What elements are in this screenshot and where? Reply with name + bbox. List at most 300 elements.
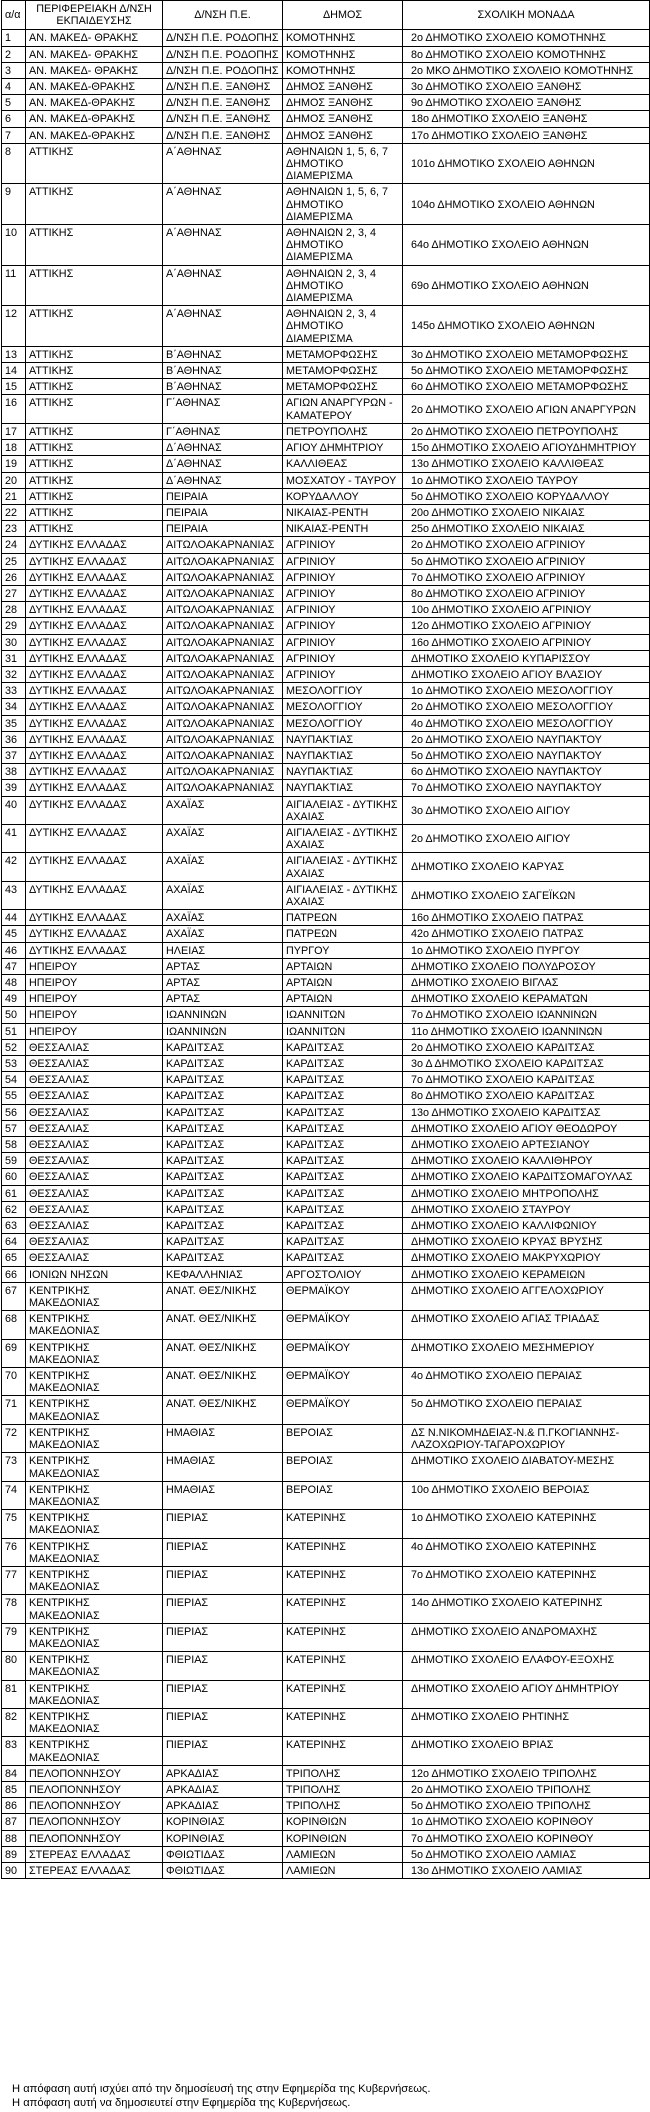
cell-school: ΔΗΜΟΤΙΚΟ ΣΧΟΛΕΙΟ ΑΓΙΟΥ ΘΕΟΔΩΡΟΥ bbox=[403, 1120, 650, 1136]
cell-school: 13ο ΔΗΜΟΤΙΚΟ ΣΧΟΛΕΙΟ ΛΑΜΙΑΣ bbox=[403, 1862, 650, 1878]
cell-aa: 90 bbox=[2, 1862, 26, 1878]
cell-school: 25ο ΔΗΜΟΤΙΚΟ ΣΧΟΛΕΙΟ ΝΙΚΑΙΑΣ bbox=[403, 521, 650, 537]
cell-aa: 89 bbox=[2, 1846, 26, 1862]
cell-region: ΚΕΝΤΡΙΚΗΣ ΜΑΚΕΔΟΝΙΑΣ bbox=[26, 1737, 163, 1765]
cell-school: 7ο ΔΗΜΟΤΙΚΟ ΣΧΟΛΕΙΟ ΑΓΡΙΝΙΟΥ bbox=[403, 569, 650, 585]
cell-aa: 41 bbox=[2, 824, 26, 852]
cell-aa: 14 bbox=[2, 363, 26, 379]
cell-region: ΔΥΤΙΚΗΣ ΕΛΛΑΔΑΣ bbox=[26, 853, 163, 881]
cell-school: 4ο ΔΗΜΟΤΙΚΟ ΣΧΟΛΕΙΟ ΠΕΡΑΙΑΣ bbox=[403, 1368, 650, 1396]
table-row bbox=[2, 1765, 650, 1781]
cell-municipality: ΜΕΤΑΜΟΡΦΩΣΗΣ bbox=[283, 379, 403, 395]
cell-directorate: ΚΑΡΔΙΤΣΑΣ bbox=[163, 1088, 283, 1104]
cell-region: ΑΝ. ΜΑΚΕΔ- ΘΡΑΚΗΣ bbox=[26, 62, 163, 78]
table-row bbox=[2, 1424, 650, 1452]
cell-region: ΗΠΕΙΡΟΥ bbox=[26, 991, 163, 1007]
cell-aa: 73 bbox=[2, 1453, 26, 1481]
cell-directorate: ΑΝΑΤ. ΘΕΣ/ΝΙΚΗΣ bbox=[163, 1339, 283, 1367]
footer-publication-note: Η απόφαση αυτή να δημοσιευτεί στην Εφημερίδα της Κυβερνήσεως. bbox=[12, 2097, 351, 2109]
cell-region: ΔΥΤΙΚΗΣ ΕΛΛΑΔΑΣ bbox=[26, 910, 163, 926]
cell-school: 2ο ΔΗΜΟΤΙΚΟ ΣΧΟΛΕΙΟ ΜΕΣΟΛΟΓΓΙΟΥ bbox=[403, 699, 650, 715]
cell-region: ΘΕΣΣΑΛΙΑΣ bbox=[26, 1201, 163, 1217]
table-row bbox=[2, 780, 650, 796]
cell-municipality: ΚΑΛΛΙΘΕΑΣ bbox=[283, 456, 403, 472]
cell-aa: 86 bbox=[2, 1798, 26, 1814]
cell-school: 5ο ΔΗΜΟΤΙΚΟ ΣΧΟΛΕΙΟ ΠΕΡΑΙΑΣ bbox=[403, 1396, 650, 1424]
cell-directorate: ΗΜΑΘΙΑΣ bbox=[163, 1481, 283, 1509]
table-row bbox=[2, 910, 650, 926]
table-row bbox=[2, 1266, 650, 1282]
table-row bbox=[2, 1781, 650, 1797]
table-row bbox=[2, 1282, 650, 1310]
cell-municipality: ΚΑΤΕΡΙΝΗΣ bbox=[283, 1538, 403, 1566]
cell-region: ΔΥΤΙΚΗΣ ΕΛΛΑΔΑΣ bbox=[26, 747, 163, 763]
cell-directorate: ΦΘΙΩΤΙΔΑΣ bbox=[163, 1862, 283, 1878]
cell-municipality: ΚΑΡΔΙΤΣΑΣ bbox=[283, 1104, 403, 1120]
cell-directorate: ΑΙΤΩΛΟΑΚΑΡΝΑΝΙΑΣ bbox=[163, 553, 283, 569]
cell-aa: 10 bbox=[2, 225, 26, 266]
cell-school: ΔΗΜΟΤΙΚΟ ΣΧΟΛΕΙΟ ΑΓΙΟΥ ΔΗΜΗΤΡΙΟΥ bbox=[403, 1680, 650, 1708]
table-row bbox=[2, 618, 650, 634]
cell-municipality: ΑΘΗΝΑΙΩΝ 2, 3, 4 ΔΗΜΟΤΙΚΟ ΔΙΑΜΕΡΙΣΜΑ bbox=[283, 306, 403, 347]
cell-school: 2ο ΔΗΜΟΤΙΚΟ ΣΧΟΛΕΙΟ ΑΙΓΙΟΥ bbox=[403, 824, 650, 852]
cell-region: ΔΥΤΙΚΗΣ ΕΛΛΑΔΑΣ bbox=[26, 796, 163, 824]
cell-aa: 26 bbox=[2, 569, 26, 585]
cell-aa: 69 bbox=[2, 1339, 26, 1367]
cell-region: ΚΕΝΤΡΙΚΗΣ ΜΑΚΕΔΟΝΙΑΣ bbox=[26, 1538, 163, 1566]
cell-school: 42ο ΔΗΜΟΤΙΚΟ ΣΧΟΛΕΙΟ ΠΑΤΡΑΣ bbox=[403, 926, 650, 942]
cell-municipality: ΑΙΓΙΑΛΕΙΑΣ - ΔΥΤΙΚΗΣ ΑΧΑΙΑΣ bbox=[283, 824, 403, 852]
cell-directorate: ΑΙΤΩΛΟΑΚΑΡΝΑΝΙΑΣ bbox=[163, 650, 283, 666]
cell-directorate: ΑΙΤΩΛΟΑΚΑΡΝΑΝΙΑΣ bbox=[163, 602, 283, 618]
cell-school: ΔΗΜΟΤΙΚΟ ΣΧΟΛΕΙΟ ΑΡΤΕΣΙΑΝΟΥ bbox=[403, 1137, 650, 1153]
table-row bbox=[2, 1104, 650, 1120]
cell-aa: 11 bbox=[2, 265, 26, 306]
schools-table bbox=[1, 0, 650, 1879]
cell-municipality: ΚΑΡΔΙΤΣΑΣ bbox=[283, 1120, 403, 1136]
cell-municipality: ΜΟΣΧΑΤΟΥ - ΤΑΥΡΟΥ bbox=[283, 472, 403, 488]
cell-school: 1ο ΔΗΜΟΤΙΚΟ ΣΧΟΛΕΙΟ ΠΥΡΓΟΥ bbox=[403, 942, 650, 958]
cell-directorate: ΗΜΑΘΙΑΣ bbox=[163, 1453, 283, 1481]
cell-region: ΔΥΤΙΚΗΣ ΕΛΛΑΔΑΣ bbox=[26, 569, 163, 585]
table-row bbox=[2, 395, 650, 423]
cell-municipality: ΑΡΓΟΣΤΟΛΙΟΥ bbox=[283, 1266, 403, 1282]
cell-school: 17ο ΔΗΜΟΤΙΚΟ ΣΧΟΛΕΙΟ ΞΑΝΘΗΣ bbox=[403, 127, 650, 143]
cell-region: ΑΤΤΙΚΗΣ bbox=[26, 265, 163, 306]
cell-aa: 1 bbox=[2, 30, 26, 46]
table-row bbox=[2, 504, 650, 520]
table-row bbox=[2, 715, 650, 731]
cell-aa: 18 bbox=[2, 440, 26, 456]
cell-municipality: ΝΑΥΠΑΚΤΙΑΣ bbox=[283, 731, 403, 747]
cell-aa: 39 bbox=[2, 780, 26, 796]
cell-aa: 6 bbox=[2, 111, 26, 127]
cell-directorate: ΑΙΤΩΛΟΑΚΑΡΝΑΝΙΑΣ bbox=[163, 747, 283, 763]
cell-directorate: ΚΑΡΔΙΤΣΑΣ bbox=[163, 1039, 283, 1055]
table-row bbox=[2, 184, 650, 225]
cell-region: ΔΥΤΙΚΗΣ ΕΛΛΑΔΑΣ bbox=[26, 553, 163, 569]
cell-municipality: ΠΑΤΡΕΩΝ bbox=[283, 926, 403, 942]
cell-municipality: ΚΑΡΔΙΤΣΑΣ bbox=[283, 1072, 403, 1088]
cell-school: ΔΗΜΟΤΙΚΟ ΣΧΟΛΕΙΟ ΒΡΙΑΣ bbox=[403, 1737, 650, 1765]
cell-aa: 4 bbox=[2, 79, 26, 95]
cell-municipality: ΒΕΡΟΙΑΣ bbox=[283, 1481, 403, 1509]
cell-directorate: ΑΧΑΪΑΣ bbox=[163, 796, 283, 824]
cell-region: ΔΥΤΙΚΗΣ ΕΛΛΑΔΑΣ bbox=[26, 683, 163, 699]
cell-school: 13ο ΔΗΜΟΤΙΚΟ ΣΧΟΛΕΙΟ ΚΑΛΛΙΘΕΑΣ bbox=[403, 456, 650, 472]
cell-region: ΔΥΤΙΚΗΣ ΕΛΛΑΔΑΣ bbox=[26, 699, 163, 715]
cell-directorate: Δ΄ΑΘΗΝΑΣ bbox=[163, 456, 283, 472]
cell-directorate: ΑΧΑΪΑΣ bbox=[163, 881, 283, 909]
cell-school: 5ο ΔΗΜΟΤΙΚΟ ΣΧΟΛΕΙΟ ΜΕΤΑΜΟΡΦΩΣΗΣ bbox=[403, 363, 650, 379]
cell-aa: 13 bbox=[2, 346, 26, 362]
cell-school: 6ο ΔΗΜΟΤΙΚΟ ΣΧΟΛΕΙΟ ΝΑΥΠΑΚΤΟΥ bbox=[403, 764, 650, 780]
cell-region: ΑΝ. ΜΑΚΕΔ- ΘΡΑΚΗΣ bbox=[26, 46, 163, 62]
cell-aa: 70 bbox=[2, 1368, 26, 1396]
cell-directorate: ΑΧΑΪΑΣ bbox=[163, 910, 283, 926]
cell-region: ΗΠΕΙΡΟΥ bbox=[26, 1007, 163, 1023]
cell-directorate: ΚΑΡΔΙΤΣΑΣ bbox=[163, 1169, 283, 1185]
table-row bbox=[2, 1538, 650, 1566]
cell-region: ΣΤΕΡΕΑΣ ΕΛΛΑΔΑΣ bbox=[26, 1846, 163, 1862]
table-row bbox=[2, 423, 650, 439]
cell-region: ΔΥΤΙΚΗΣ ΕΛΛΑΔΑΣ bbox=[26, 634, 163, 650]
cell-aa: 43 bbox=[2, 881, 26, 909]
cell-directorate: ΦΘΙΩΤΙΔΑΣ bbox=[163, 1846, 283, 1862]
cell-aa: 62 bbox=[2, 1201, 26, 1217]
table-row bbox=[2, 975, 650, 991]
cell-school: 101ο ΔΗΜΟΤΙΚΟ ΣΧΟΛΕΙΟ ΑΘΗΝΩΝ bbox=[403, 143, 650, 184]
cell-directorate: ΑΙΤΩΛΟΑΚΑΡΝΑΝΙΑΣ bbox=[163, 634, 283, 650]
cell-region: ΘΕΣΣΑΛΙΑΣ bbox=[26, 1088, 163, 1104]
cell-region: ΑΤΤΙΚΗΣ bbox=[26, 379, 163, 395]
cell-directorate: ΚΑΡΔΙΤΣΑΣ bbox=[163, 1104, 283, 1120]
cell-region: ΔΥΤΙΚΗΣ ΕΛΛΑΔΑΣ bbox=[26, 942, 163, 958]
cell-directorate: Α΄ΑΘΗΝΑΣ bbox=[163, 143, 283, 184]
header-directorate: Δ/ΝΣΗ Π.Ε. bbox=[163, 1, 283, 30]
cell-region: ΘΕΣΣΑΛΙΑΣ bbox=[26, 1234, 163, 1250]
cell-directorate: ΚΑΡΔΙΤΣΑΣ bbox=[163, 1185, 283, 1201]
cell-school: 1ο ΔΗΜΟΤΙΚΟ ΣΧΟΛΕΙΟ ΚΑΤΕΡΙΝΗΣ bbox=[403, 1510, 650, 1538]
cell-directorate: Δ/ΝΣΗ Π.Ε. ΞΑΝΘΗΣ bbox=[163, 95, 283, 111]
cell-school: 2ο ΜΚΟ ΔΗΜΟΤΙΚΟ ΣΧΟΛΕΙΟ ΚΟΜΟΤΗΝΗΣ bbox=[403, 62, 650, 78]
cell-directorate: Β΄ΑΘΗΝΑΣ bbox=[163, 379, 283, 395]
table-row bbox=[2, 853, 650, 881]
cell-aa: 52 bbox=[2, 1039, 26, 1055]
cell-region: ΚΕΝΤΡΙΚΗΣ ΜΑΚΕΔΟΝΙΑΣ bbox=[26, 1510, 163, 1538]
cell-municipality: ΚΑΡΔΙΤΣΑΣ bbox=[283, 1250, 403, 1266]
cell-aa: 2 bbox=[2, 46, 26, 62]
table-row bbox=[2, 881, 650, 909]
cell-school: 18ο ΔΗΜΟΤΙΚΟ ΣΧΟΛΕΙΟ ΞΑΝΘΗΣ bbox=[403, 111, 650, 127]
cell-region: ΠΕΛΟΠΟΝΝΗΣΟΥ bbox=[26, 1781, 163, 1797]
cell-region: ΚΕΝΤΡΙΚΗΣ ΜΑΚΕΔΟΝΙΑΣ bbox=[26, 1566, 163, 1594]
cell-municipality: ΘΕΡΜΑΪΚΟΥ bbox=[283, 1368, 403, 1396]
cell-school: 7ο ΔΗΜΟΤΙΚΟ ΣΧΟΛΕΙΟ ΚΑΡΔΙΤΣΑΣ bbox=[403, 1072, 650, 1088]
cell-municipality: ΚΑΤΕΡΙΝΗΣ bbox=[283, 1595, 403, 1623]
cell-region: ΘΕΣΣΑΛΙΑΣ bbox=[26, 1104, 163, 1120]
cell-municipality: ΚΟΜΟΤΗΝΗΣ bbox=[283, 62, 403, 78]
cell-municipality: ΘΕΡΜΑΪΚΟΥ bbox=[283, 1282, 403, 1310]
cell-directorate: ΠΙΕΡΙΑΣ bbox=[163, 1708, 283, 1736]
table-row bbox=[2, 1311, 650, 1339]
table-row bbox=[2, 942, 650, 958]
table-row bbox=[2, 553, 650, 569]
cell-aa: 27 bbox=[2, 585, 26, 601]
table-row bbox=[2, 363, 650, 379]
table-row bbox=[2, 764, 650, 780]
table-row bbox=[2, 1368, 650, 1396]
cell-aa: 20 bbox=[2, 472, 26, 488]
table-row bbox=[2, 1169, 650, 1185]
cell-municipality: ΛΑΜΙΕΩΝ bbox=[283, 1862, 403, 1878]
cell-aa: 71 bbox=[2, 1396, 26, 1424]
cell-municipality: ΚΑΡΔΙΤΣΑΣ bbox=[283, 1056, 403, 1072]
cell-aa: 17 bbox=[2, 423, 26, 439]
cell-school: 1ο ΔΗΜΟΤΙΚΟ ΣΧΟΛΕΙΟ ΤΑΥΡΟΥ bbox=[403, 472, 650, 488]
cell-municipality: ΑΘΗΝΑΙΩΝ 1, 5, 6, 7 ΔΗΜΟΤΙΚΟ ΔΙΑΜΕΡΙΣΜΑ bbox=[283, 143, 403, 184]
table-row bbox=[2, 1120, 650, 1136]
cell-aa: 15 bbox=[2, 379, 26, 395]
cell-aa: 25 bbox=[2, 553, 26, 569]
cell-directorate: ΚΕΦΑΛΛΗΝΙΑΣ bbox=[163, 1266, 283, 1282]
cell-school: ΔΗΜΟΤΙΚΟ ΣΧΟΛΕΙΟ ΑΓΙΟΥ ΒΛΑΣΙΟΥ bbox=[403, 666, 650, 682]
cell-directorate: ΠΙΕΡΙΑΣ bbox=[163, 1680, 283, 1708]
cell-municipality: ΑΙΓΙΑΛΕΙΑΣ - ΔΥΤΙΚΗΣ ΑΧΑΙΑΣ bbox=[283, 796, 403, 824]
cell-municipality: ΑΘΗΝΑΙΩΝ 2, 3, 4 ΔΗΜΟΤΙΚΟ ΔΙΑΜΕΡΙΣΜΑ bbox=[283, 225, 403, 266]
cell-directorate: ΠΙΕΡΙΑΣ bbox=[163, 1623, 283, 1651]
cell-directorate: Γ΄ΑΘΗΝΑΣ bbox=[163, 423, 283, 439]
table-row bbox=[2, 472, 650, 488]
cell-region: ΚΕΝΤΡΙΚΗΣ ΜΑΚΕΔΟΝΙΑΣ bbox=[26, 1652, 163, 1680]
cell-region: ΘΕΣΣΑΛΙΑΣ bbox=[26, 1250, 163, 1266]
cell-directorate: ΑΡΤΑΣ bbox=[163, 958, 283, 974]
cell-directorate: Α΄ΑΘΗΝΑΣ bbox=[163, 265, 283, 306]
cell-region: ΚΕΝΤΡΙΚΗΣ ΜΑΚΕΔΟΝΙΑΣ bbox=[26, 1623, 163, 1651]
cell-aa: 21 bbox=[2, 488, 26, 504]
cell-region: ΘΕΣΣΑΛΙΑΣ bbox=[26, 1218, 163, 1234]
cell-municipality: ΑΘΗΝΑΙΩΝ 1, 5, 6, 7 ΔΗΜΟΤΙΚΟ ΔΙΑΜΕΡΙΣΜΑ bbox=[283, 184, 403, 225]
cell-directorate: Δ/ΝΣΗ Π.Ε. ΡΟΔΟΠΗΣ bbox=[163, 46, 283, 62]
cell-aa: 84 bbox=[2, 1765, 26, 1781]
cell-directorate: ΑΙΤΩΛΟΑΚΑΡΝΑΝΙΑΣ bbox=[163, 731, 283, 747]
cell-aa: 19 bbox=[2, 456, 26, 472]
cell-school: 12ο ΔΗΜΟΤΙΚΟ ΣΧΟΛΕΙΟ ΤΡΙΠΟΛΗΣ bbox=[403, 1765, 650, 1781]
cell-directorate: ΙΩΑΝΝΙΝΩΝ bbox=[163, 1023, 283, 1039]
table-row bbox=[2, 1814, 650, 1830]
cell-municipality: ΔΗΜΟΣ ΞΑΝΘΗΣ bbox=[283, 95, 403, 111]
cell-region: ΑΝ. ΜΑΚΕΔ-ΘΡΑΚΗΣ bbox=[26, 111, 163, 127]
table-row bbox=[2, 666, 650, 682]
cell-directorate: ΠΙΕΡΙΑΣ bbox=[163, 1510, 283, 1538]
cell-aa: 12 bbox=[2, 306, 26, 347]
cell-region: ΚΕΝΤΡΙΚΗΣ ΜΑΚΕΔΟΝΙΑΣ bbox=[26, 1595, 163, 1623]
cell-directorate: ΑΙΤΩΛΟΑΚΑΡΝΑΝΙΑΣ bbox=[163, 537, 283, 553]
cell-aa: 79 bbox=[2, 1623, 26, 1651]
cell-directorate: Α΄ΑΘΗΝΑΣ bbox=[163, 306, 283, 347]
cell-directorate: ΠΕΙΡΑΙΑ bbox=[163, 488, 283, 504]
cell-municipality: ΑΘΗΝΑΙΩΝ 2, 3, 4 ΔΗΜΟΤΙΚΟ ΔΙΑΜΕΡΙΣΜΑ bbox=[283, 265, 403, 306]
cell-school: 16ο ΔΗΜΟΤΙΚΟ ΣΧΟΛΕΙΟ ΑΓΡΙΝΙΟΥ bbox=[403, 634, 650, 650]
table-row bbox=[2, 521, 650, 537]
cell-school: 64ο ΔΗΜΟΤΙΚΟ ΣΧΟΛΕΙΟ ΑΘΗΝΩΝ bbox=[403, 225, 650, 266]
cell-region: ΔΥΤΙΚΗΣ ΕΛΛΑΔΑΣ bbox=[26, 650, 163, 666]
table-row bbox=[2, 143, 650, 184]
cell-directorate: ΑΝΑΤ. ΘΕΣ/ΝΙΚΗΣ bbox=[163, 1282, 283, 1310]
table-row bbox=[2, 95, 650, 111]
cell-region: ΑΤΤΙΚΗΣ bbox=[26, 346, 163, 362]
table-row bbox=[2, 440, 650, 456]
table-row bbox=[2, 379, 650, 395]
table-row bbox=[2, 46, 650, 62]
cell-region: ΠΕΛΟΠΟΝΝΗΣΟΥ bbox=[26, 1798, 163, 1814]
cell-aa: 85 bbox=[2, 1781, 26, 1797]
cell-region: ΔΥΤΙΚΗΣ ΕΛΛΑΔΑΣ bbox=[26, 715, 163, 731]
cell-school: 3ο ΔΗΜΟΤΙΚΟ ΣΧΟΛΕΙΟ ΜΕΤΑΜΟΡΦΩΣΗΣ bbox=[403, 346, 650, 362]
table-row bbox=[2, 1250, 650, 1266]
cell-municipality: ΤΡΙΠΟΛΗΣ bbox=[283, 1765, 403, 1781]
cell-aa: 35 bbox=[2, 715, 26, 731]
table-row bbox=[2, 1153, 650, 1169]
cell-directorate: ΚΑΡΔΙΤΣΑΣ bbox=[163, 1218, 283, 1234]
cell-region: ΚΕΝΤΡΙΚΗΣ ΜΑΚΕΔΟΝΙΑΣ bbox=[26, 1282, 163, 1310]
table-row bbox=[2, 1218, 650, 1234]
cell-school: 7ο ΔΗΜΟΤΙΚΟ ΣΧΟΛΕΙΟ ΚΟΡΙΝΘΟΥ bbox=[403, 1830, 650, 1846]
table-row bbox=[2, 1056, 650, 1072]
cell-directorate: ΑΝΑΤ. ΘΕΣ/ΝΙΚΗΣ bbox=[163, 1396, 283, 1424]
cell-directorate: Δ΄ΑΘΗΝΑΣ bbox=[163, 472, 283, 488]
cell-region: ΘΕΣΣΑΛΙΑΣ bbox=[26, 1137, 163, 1153]
cell-region: ΑΤΤΙΚΗΣ bbox=[26, 423, 163, 439]
table-row bbox=[2, 1510, 650, 1538]
cell-directorate: ΑΙΤΩΛΟΑΚΑΡΝΑΝΙΑΣ bbox=[163, 764, 283, 780]
cell-school: 8ο ΔΗΜΟΤΙΚΟ ΣΧΟΛΕΙΟ ΑΓΡΙΝΙΟΥ bbox=[403, 585, 650, 601]
cell-region: ΚΕΝΤΡΙΚΗΣ ΜΑΚΕΔΟΝΙΑΣ bbox=[26, 1339, 163, 1367]
table-row bbox=[2, 1481, 650, 1509]
table-row bbox=[2, 569, 650, 585]
cell-school: 3ο Δ ΔΗΜΟΤΙΚΟ ΣΧΟΛΕΙΟ ΚΑΡΔΙΤΣΑΣ bbox=[403, 1056, 650, 1072]
cell-municipality: ΑΓΙΟΥ ΔΗΜΗΤΡΙΟΥ bbox=[283, 440, 403, 456]
cell-school: ΔΗΜΟΤΙΚΟ ΣΧΟΛΕΙΟ ΚΑΛΛΙΦΩΝΙΟΥ bbox=[403, 1218, 650, 1234]
cell-region: ΚΕΝΤΡΙΚΗΣ ΜΑΚΕΔΟΝΙΑΣ bbox=[26, 1396, 163, 1424]
cell-region: ΚΕΝΤΡΙΚΗΣ ΜΑΚΕΔΟΝΙΑΣ bbox=[26, 1680, 163, 1708]
cell-aa: 57 bbox=[2, 1120, 26, 1136]
cell-municipality: ΠΑΤΡΕΩΝ bbox=[283, 910, 403, 926]
cell-directorate: Α΄ΑΘΗΝΑΣ bbox=[163, 184, 283, 225]
cell-directorate: Δ/ΝΣΗ Π.Ε. ΞΑΝΘΗΣ bbox=[163, 127, 283, 143]
cell-school: 14ο ΔΗΜΟΤΙΚΟ ΣΧΟΛΕΙΟ ΚΑΤΕΡΙΝΗΣ bbox=[403, 1595, 650, 1623]
cell-municipality: ΘΕΡΜΑΪΚΟΥ bbox=[283, 1311, 403, 1339]
cell-school: ΔΗΜΟΤΙΚΟ ΣΧΟΛΕΙΟ ΒΙΓΛΑΣ bbox=[403, 975, 650, 991]
cell-school: 10ο ΔΗΜΟΤΙΚΟ ΣΧΟΛΕΙΟ ΒΕΡΟΙΑΣ bbox=[403, 1481, 650, 1509]
cell-municipality: ΚΑΡΔΙΤΣΑΣ bbox=[283, 1169, 403, 1185]
cell-directorate: ΑΙΤΩΛΟΑΚΑΡΝΑΝΙΑΣ bbox=[163, 569, 283, 585]
table-row bbox=[2, 1023, 650, 1039]
cell-directorate: ΚΑΡΔΙΤΣΑΣ bbox=[163, 1120, 283, 1136]
cell-directorate: ΗΜΑΘΙΑΣ bbox=[163, 1424, 283, 1452]
cell-region: ΔΥΤΙΚΗΣ ΕΛΛΑΔΑΣ bbox=[26, 666, 163, 682]
cell-aa: 65 bbox=[2, 1250, 26, 1266]
cell-school: 2ο ΔΗΜΟΤΙΚΟ ΣΧΟΛΕΙΟ ΝΑΥΠΑΚΤΟΥ bbox=[403, 731, 650, 747]
cell-region: ΑΤΤΙΚΗΣ bbox=[26, 440, 163, 456]
cell-directorate: ΠΕΙΡΑΙΑ bbox=[163, 521, 283, 537]
cell-municipality: ΚΑΤΕΡΙΝΗΣ bbox=[283, 1737, 403, 1765]
table-row bbox=[2, 683, 650, 699]
cell-directorate: ΑΝΑΤ. ΘΕΣ/ΝΙΚΗΣ bbox=[163, 1311, 283, 1339]
cell-region: ΔΥΤΙΚΗΣ ΕΛΛΑΔΑΣ bbox=[26, 585, 163, 601]
cell-municipality: ΑΓΡΙΝΙΟΥ bbox=[283, 602, 403, 618]
cell-municipality: ΤΡΙΠΟΛΗΣ bbox=[283, 1798, 403, 1814]
cell-directorate: ΚΑΡΔΙΤΣΑΣ bbox=[163, 1137, 283, 1153]
cell-aa: 29 bbox=[2, 618, 26, 634]
header-school: ΣΧΟΛΙΚΗ ΜΟΝΑΔΑ bbox=[403, 1, 650, 30]
table-row bbox=[2, 1039, 650, 1055]
cell-region: ΔΥΤΙΚΗΣ ΕΛΛΑΔΑΣ bbox=[26, 926, 163, 942]
cell-municipality: ΘΕΡΜΑΪΚΟΥ bbox=[283, 1396, 403, 1424]
cell-directorate: ΚΑΡΔΙΤΣΑΣ bbox=[163, 1072, 283, 1088]
table-row bbox=[2, 1566, 650, 1594]
cell-region: ΔΥΤΙΚΗΣ ΕΛΛΑΔΑΣ bbox=[26, 537, 163, 553]
cell-municipality: ΜΕΤΑΜΟΡΦΩΣΗΣ bbox=[283, 346, 403, 362]
cell-directorate: ΑΡΤΑΣ bbox=[163, 975, 283, 991]
cell-school: 69ο ΔΗΜΟΤΙΚΟ ΣΧΟΛΕΙΟ ΑΘΗΝΩΝ bbox=[403, 265, 650, 306]
cell-aa: 32 bbox=[2, 666, 26, 682]
cell-school: ΔΗΜΟΤΙΚΟ ΣΧΟΛΕΙΟ ΜΗΤΡΟΠΟΛΗΣ bbox=[403, 1185, 650, 1201]
cell-municipality: ΔΗΜΟΣ ΞΑΝΘΗΣ bbox=[283, 127, 403, 143]
cell-directorate: ΚΑΡΔΙΤΣΑΣ bbox=[163, 1234, 283, 1250]
cell-aa: 78 bbox=[2, 1595, 26, 1623]
cell-municipality: ΑΓΡΙΝΙΟΥ bbox=[283, 618, 403, 634]
cell-directorate: Δ/ΝΣΗ Π.Ε. ΞΑΝΘΗΣ bbox=[163, 111, 283, 127]
cell-aa: 58 bbox=[2, 1137, 26, 1153]
cell-municipality: ΙΩΑΝΝΙΤΩΝ bbox=[283, 1023, 403, 1039]
cell-school: ΔΗΜΟΤΙΚΟ ΣΧΟΛΕΙΟ ΚΡΥΑΣ ΒΡΥΣΗΣ bbox=[403, 1234, 650, 1250]
cell-municipality: ΚΟΡΥΔΑΛΛΟΥ bbox=[283, 488, 403, 504]
cell-municipality: ΑΡΤΑΙΩΝ bbox=[283, 975, 403, 991]
cell-region: ΑΤΤΙΚΗΣ bbox=[26, 225, 163, 266]
cell-school: 15ο ΔΗΜΟΤΙΚΟ ΣΧΟΛΕΙΟ ΑΓΙΟΥΔΗΜΗΤΡΙΟΥ bbox=[403, 440, 650, 456]
cell-municipality: ΑΓΡΙΝΙΟΥ bbox=[283, 666, 403, 682]
cell-aa: 53 bbox=[2, 1056, 26, 1072]
cell-municipality: ΝΙΚΑΙΑΣ-ΡΕΝΤΗ bbox=[283, 521, 403, 537]
table-row bbox=[2, 1708, 650, 1736]
cell-municipality: ΑΓΡΙΝΙΟΥ bbox=[283, 634, 403, 650]
cell-aa: 64 bbox=[2, 1234, 26, 1250]
cell-region: ΘΕΣΣΑΛΙΑΣ bbox=[26, 1169, 163, 1185]
cell-region: ΔΥΤΙΚΗΣ ΕΛΛΑΔΑΣ bbox=[26, 618, 163, 634]
cell-aa: 37 bbox=[2, 747, 26, 763]
table-row bbox=[2, 731, 650, 747]
cell-aa: 7 bbox=[2, 127, 26, 143]
cell-municipality: ΚΟΜΟΤΗΝΗΣ bbox=[283, 30, 403, 46]
cell-directorate: Β΄ΑΘΗΝΑΣ bbox=[163, 363, 283, 379]
cell-school: ΔΗΜΟΤΙΚΟ ΣΧΟΛΕΙΟ ΕΛΑΦΟΥ-ΕΞΟΧΗΣ bbox=[403, 1652, 650, 1680]
cell-region: ΗΠΕΙΡΟΥ bbox=[26, 975, 163, 991]
cell-municipality: ΑΡΤΑΙΩΝ bbox=[283, 991, 403, 1007]
table-row bbox=[2, 1088, 650, 1104]
cell-aa: 61 bbox=[2, 1185, 26, 1201]
cell-school: 7ο ΔΗΜΟΤΙΚΟ ΣΧΟΛΕΙΟ ΝΑΥΠΑΚΤΟΥ bbox=[403, 780, 650, 796]
cell-school: 8ο ΔΗΜΟΤΙΚΟ ΣΧΟΛΕΙΟ ΚΟΜΟΤΗΝΗΣ bbox=[403, 46, 650, 62]
cell-municipality: ΛΑΜΙΕΩΝ bbox=[283, 1846, 403, 1862]
cell-region: ΔΥΤΙΚΗΣ ΕΛΛΑΔΑΣ bbox=[26, 780, 163, 796]
cell-directorate: ΑΝΑΤ. ΘΕΣ/ΝΙΚΗΣ bbox=[163, 1368, 283, 1396]
cell-school: ΔΗΜΟΤΙΚΟ ΣΧΟΛΕΙΟ ΜΑΚΡΥΧΩΡΙΟΥ bbox=[403, 1250, 650, 1266]
cell-school: ΔΣ Ν.ΝΙΚΟΜΗΔΕΙΑΣ-Ν.& Π.ΓΚΟΓΙΑΝΝΗΣ-ΛΑΖΟΧΩΡΙΟΥ-ΤΑΓΑΡΟΧΩΡΙΟΥ bbox=[403, 1424, 650, 1452]
cell-municipality: ΜΕΣΟΛΟΓΓΙΟΥ bbox=[283, 683, 403, 699]
cell-aa: 88 bbox=[2, 1830, 26, 1846]
table-row bbox=[2, 699, 650, 715]
